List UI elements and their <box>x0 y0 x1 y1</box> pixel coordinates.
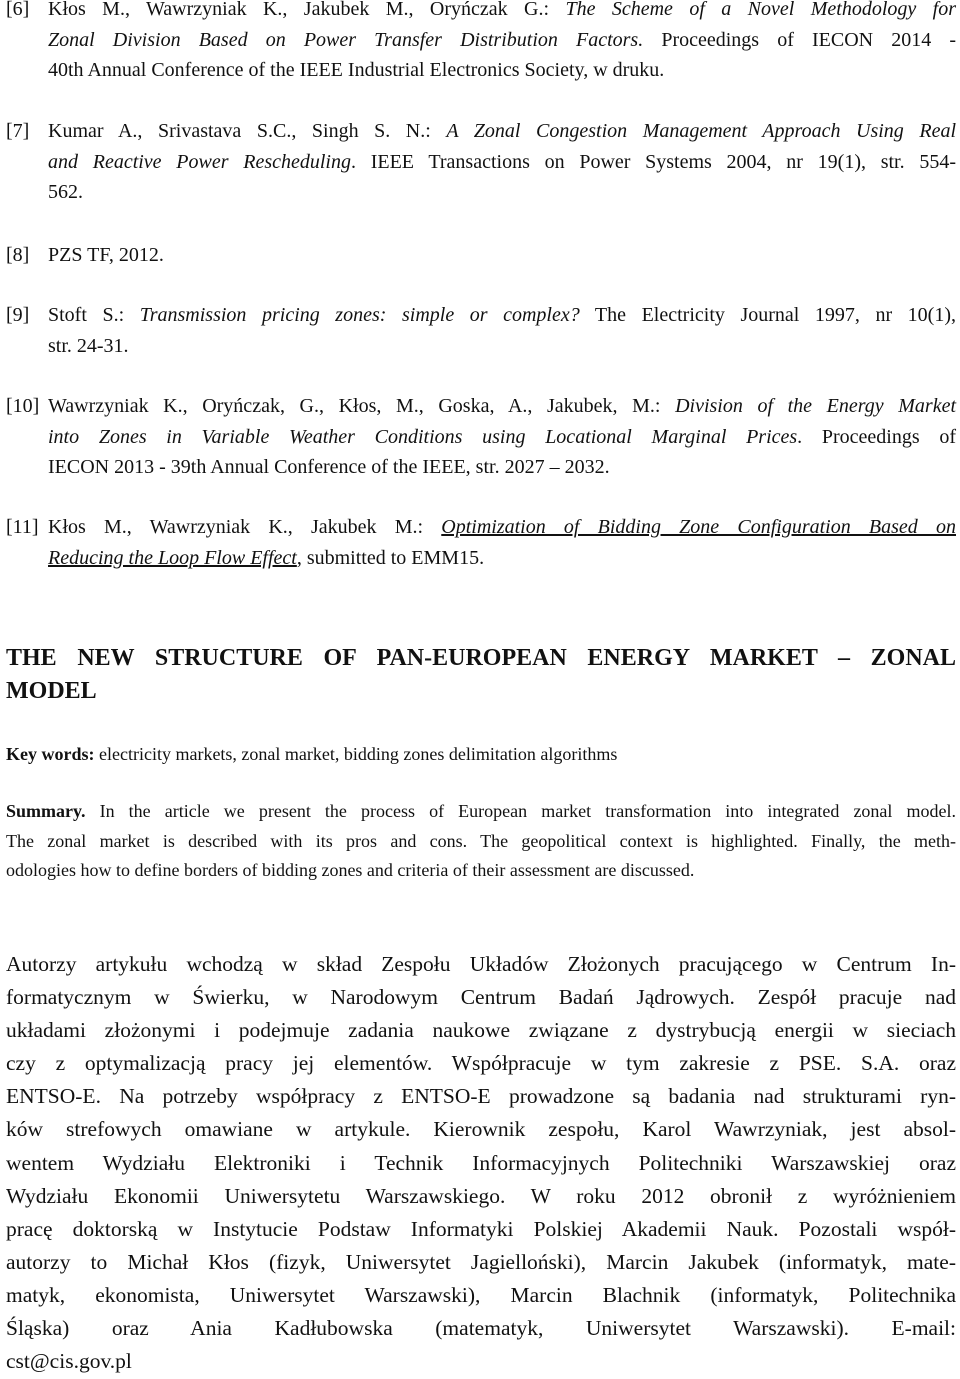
keywords-text: electricity markets, zonal market, bidding zones delimitation algorithms <box>94 744 618 764</box>
keywords-label: Key words: <box>6 744 95 764</box>
reference-source: IECON 2013 - 39th Annual Conference of the IEEE, str. 2027 – 2032. <box>48 456 610 478</box>
reference-source: . IEEE Transactions on Power Systems 2004, nr 19(1), str. 554- <box>350 150 956 173</box>
summary-text: In the article we present the process of European market transformation into integrated zonal model. <box>85 801 956 821</box>
reference-source: 40th Annual Conference of the IEEE Industrial Electronics Society, w druku. <box>48 59 665 81</box>
reference-number: [8] <box>6 244 30 266</box>
authors-note-line: pracę doktorską w Instytucie Podstaw Informatyki Polskiej Akademii Nauk. Pozostali współ- <box>6 1216 956 1241</box>
authors-note <box>6 948 956 1378</box>
article-title-line: THE NEW STRUCTURE OF PAN-EUROPEAN ENERGY MARKET – ZONAL <box>6 645 956 671</box>
authors-note-line: Autorzy artykułu wchodzą w skład Zespołu Układów Złożonych pracującego w Centrum In- <box>6 952 956 976</box>
reference-10 <box>6 391 956 483</box>
authors-note-line: Śląska) oraz Ania Kadłubowska (matematyk, Uniwersytet Warszawski). E-mail: <box>6 1316 956 1341</box>
reference-8 <box>6 240 956 271</box>
reference-title: The Scheme of a Novel Methodology for <box>565 0 956 20</box>
reference-6 <box>6 0 956 86</box>
reference-source: str. 24-31. <box>48 334 129 357</box>
reference-number: [7] <box>6 120 30 142</box>
reference-title: Transmission pricing zones: simple or complex? <box>139 304 580 326</box>
reference-source: . Proceedings of <box>797 425 956 448</box>
reference-authors: Kłos M., Wawrzyniak K., Jakubek M., Oryńczak G.: <box>48 0 566 20</box>
authors-note-line: wentem Wydziału Elektroniki i Technik Informacyjnych Politechniki Warszawskiej oraz <box>6 1150 956 1175</box>
reference-11 <box>6 512 956 573</box>
summary-label: Summary. <box>6 801 86 821</box>
summary-text: The zonal market is described with its pros and cons. The geopolitical context is highlighted. Finally, the meth- <box>6 830 956 851</box>
reference-source: Proceedings of IECON 2014 - <box>643 28 957 51</box>
reference-title: and Reactive Power Rescheduling <box>48 150 351 173</box>
reference-authors: Wawrzyniak K., Oryńczak, G., Kłos, M., Goska, A., Jakubek, M.: <box>48 395 676 417</box>
reference-authors: Kumar A., Srivastava S.C., Singh S. N.: <box>48 120 447 142</box>
summary-text: odologies how to define borders of bidding zones and criteria of their assessment are discussed. <box>6 860 695 880</box>
reference-text: PZS TF, 2012. <box>48 244 164 266</box>
reference-number: [6] <box>6 0 30 20</box>
reference-title: Reducing the Loop Flow Effect <box>48 546 297 569</box>
authors-note-line: ENTSO-E. Na potrzeby współpracy z ENTSO-E prowadzone są badania nad strukturami ryn- <box>6 1084 956 1109</box>
reference-source: 562. <box>48 181 83 203</box>
keywords <box>6 741 956 767</box>
reference-9 <box>6 300 956 361</box>
reference-number: [10] <box>6 395 40 417</box>
reference-source: The Electricity Journal 1997, nr 10(1), <box>579 304 956 326</box>
article-title <box>6 642 956 708</box>
authors-note-line: matyk, ekonomista, Uniwersytet Warszawski), Marcin Blachnik (informatyk, Politechnika <box>6 1282 956 1307</box>
contact-email[interactable]: cst@cis.gov.pl <box>6 1349 132 1374</box>
authors-note-line: ków strefowych omawiane w artykule. Kierownik zespołu, Karol Wawrzyniak, jest absol- <box>6 1117 956 1142</box>
authors-note-line: autorzy to Michał Kłos (fizyk, Uniwersytet Jagielloński), Marcin Jakubek (informatyk, mate- <box>6 1249 956 1274</box>
reference-title: Division of the Energy Market <box>675 395 957 417</box>
reference-authors: Kłos M., Wawrzyniak K., Jakubek M.: <box>48 516 442 538</box>
reference-7 <box>6 116 956 208</box>
reference-authors: Stoft S.: <box>48 304 140 326</box>
reference-title: into Zones in Variable Weather Conditions using Locational Marginal Prices <box>48 425 798 448</box>
reference-number: [9] <box>6 304 30 326</box>
authors-note-line: czy z optymalizacją pracy jej elementów. Współpracuje w tym zakresie z PSE. S.A. oraz <box>6 1051 956 1076</box>
reference-title: A Zonal Congestion Management Approach Using Real <box>446 120 956 142</box>
reference-title: Zonal Division Based on Power Transfer Distribution Factors. <box>48 28 644 51</box>
authors-note-line: układami złożonymi i podejmuje zadania naukowe związane z dystrybucją energii w sieciach <box>6 1018 956 1043</box>
reference-title: Optimization of Bidding Zone Configuration Based on <box>441 516 956 538</box>
article-title-line: MODEL <box>6 678 97 704</box>
summary <box>6 797 956 886</box>
reference-source: , submitted to EMM15. <box>296 546 485 569</box>
reference-number: [11] <box>6 516 39 538</box>
authors-note-line: formatycznym w Świerku, w Narodowym Centrum Badań Jądrowych. Zespół pracuje nad <box>6 985 956 1010</box>
authors-note-line: Wydziału Ekonomii Uniwersytetu Warszawskiego. W roku 2012 obronił z wyróżnieniem <box>6 1183 956 1208</box>
